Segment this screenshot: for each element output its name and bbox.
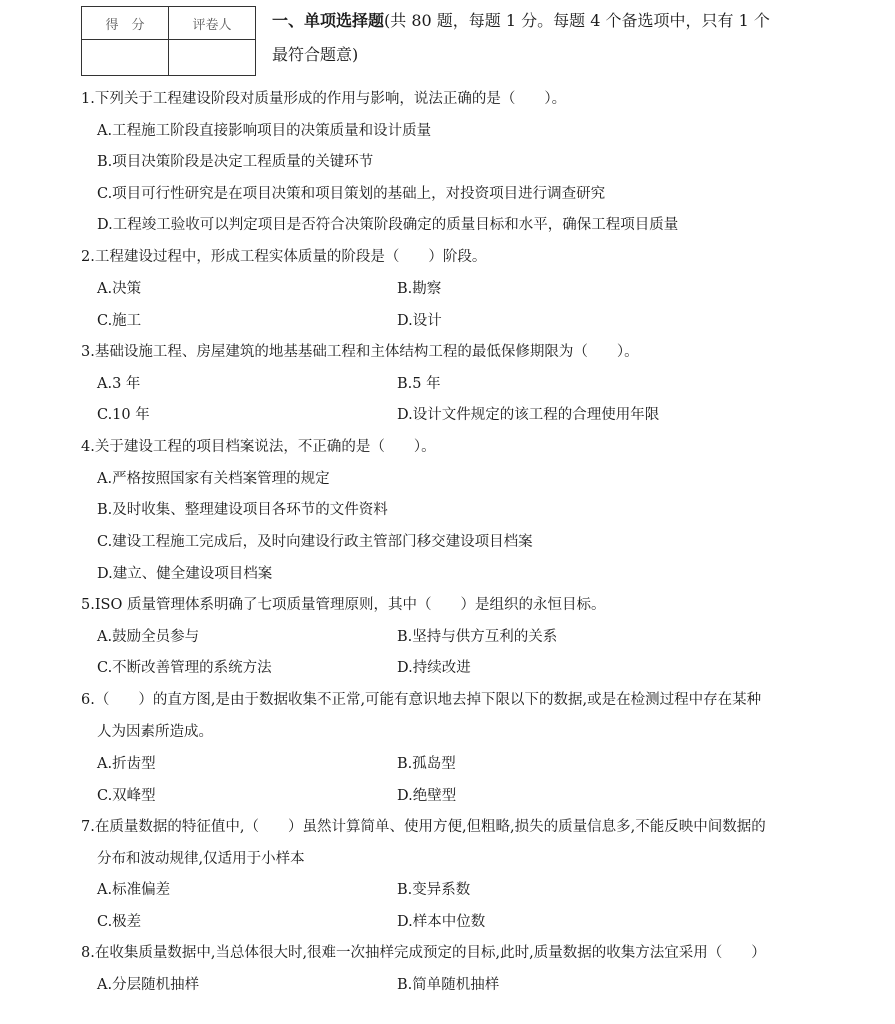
section-title-bold: 一、单项选择题 xyxy=(272,11,385,30)
grader-cell[interactable] xyxy=(169,40,256,76)
score-header: 得 分 xyxy=(82,7,169,40)
option: D.持续改进 xyxy=(397,660,471,676)
option: B.变异系数 xyxy=(397,882,471,898)
option: C.建设工程施工完成后，及时向建设行政主管部门移交建设项目档案 xyxy=(97,534,533,550)
question-stem: 3.基础设施工程、房屋建筑的地基基础工程和主体结构工程的最低保修期限为（ ）。 xyxy=(81,344,639,360)
option: D.设计文件规定的该工程的合理使用年限 xyxy=(397,407,660,423)
option: D.建立、健全建设项目档案 xyxy=(97,566,273,582)
option: B.孤岛型 xyxy=(397,756,456,772)
question-stem: 5.ISO 质量管理体系明确了七项质量管理原则，其中（ ）是组织的永恒目标。 xyxy=(81,597,606,613)
question-stem: 8.在收集质量数据中,当总体很大时,很难一次抽样完成预定的目标,此时,质量数据的收集方法宜采用（ ） xyxy=(81,945,766,961)
score-cell[interactable] xyxy=(82,40,169,76)
option: D.工程竣工验收可以判定项目是否符合决策阶段确定的质量目标和水平，确保工程项目质量 xyxy=(97,217,679,233)
option: A.严格按照国家有关档案管理的规定 xyxy=(97,471,330,487)
option: C.双峰型 xyxy=(97,788,156,804)
option: C.项目可行性研究是在项目决策和项目策划的基础上，对投资项目进行调查研究 xyxy=(97,186,606,202)
section-title-rest-2: 最符合题意) xyxy=(272,45,359,64)
option: B.简单随机抽样 xyxy=(397,977,500,993)
grader-header: 评卷人 xyxy=(169,7,256,40)
option: C.不断改善管理的系统方法 xyxy=(97,660,272,676)
question-stem-continued: 分布和波动规律,仅适用于小样本 xyxy=(97,851,305,867)
option: D.样本中位数 xyxy=(397,914,486,930)
question-stem: 6.（ ）的直方图,是由于数据收集不正常,可能有意识地去掉下限以下的数据,或是在检测过程中存在某种 xyxy=(81,692,762,708)
option: A.决策 xyxy=(97,281,142,297)
option: A.折齿型 xyxy=(97,756,156,772)
question-stem-continued: 人为因素所造成。 xyxy=(97,724,213,740)
option: B.5 年 xyxy=(397,376,441,392)
score-table xyxy=(81,6,256,76)
option: C.10 年 xyxy=(97,407,150,423)
option: B.项目决策阶段是决定工程质量的关键环节 xyxy=(97,154,374,170)
option: D.设计 xyxy=(397,313,442,329)
option: B.勘察 xyxy=(397,281,442,297)
option: C.施工 xyxy=(97,313,142,329)
section-title-rest: (共 80 题，每题 1 分。每题 4 个备选项中，只有 1 个 xyxy=(384,11,770,30)
option: D.绝壁型 xyxy=(397,788,457,804)
question-stem: 4.关于建设工程的项目档案说法，不正确的是（ ）。 xyxy=(81,439,436,455)
question-stem: 2.工程建设过程中，形成工程实体质量的阶段是（ ）阶段。 xyxy=(81,249,487,265)
question-stem: 7.在质量数据的特征值中,（ ）虽然计算简单、使用方便,但粗略,损失的质量信息多,不能反映中间数据的 xyxy=(81,819,766,835)
option: A.标准偏差 xyxy=(97,882,171,898)
section-title xyxy=(272,4,832,72)
option: C.极差 xyxy=(97,914,142,930)
option: A.分层随机抽样 xyxy=(97,977,200,993)
option: B.及时收集、整理建设项目各环节的文件资料 xyxy=(97,502,388,518)
option: A.3 年 xyxy=(97,376,141,392)
option: A.鼓励全员参与 xyxy=(97,629,200,645)
question-stem: 1.下列关于工程建设阶段对质量形成的作用与影响，说法正确的是（ ）。 xyxy=(81,91,567,107)
option: A.工程施工阶段直接影响项目的决策质量和设计质量 xyxy=(97,123,432,139)
option: B.坚持与供方互利的关系 xyxy=(397,629,558,645)
